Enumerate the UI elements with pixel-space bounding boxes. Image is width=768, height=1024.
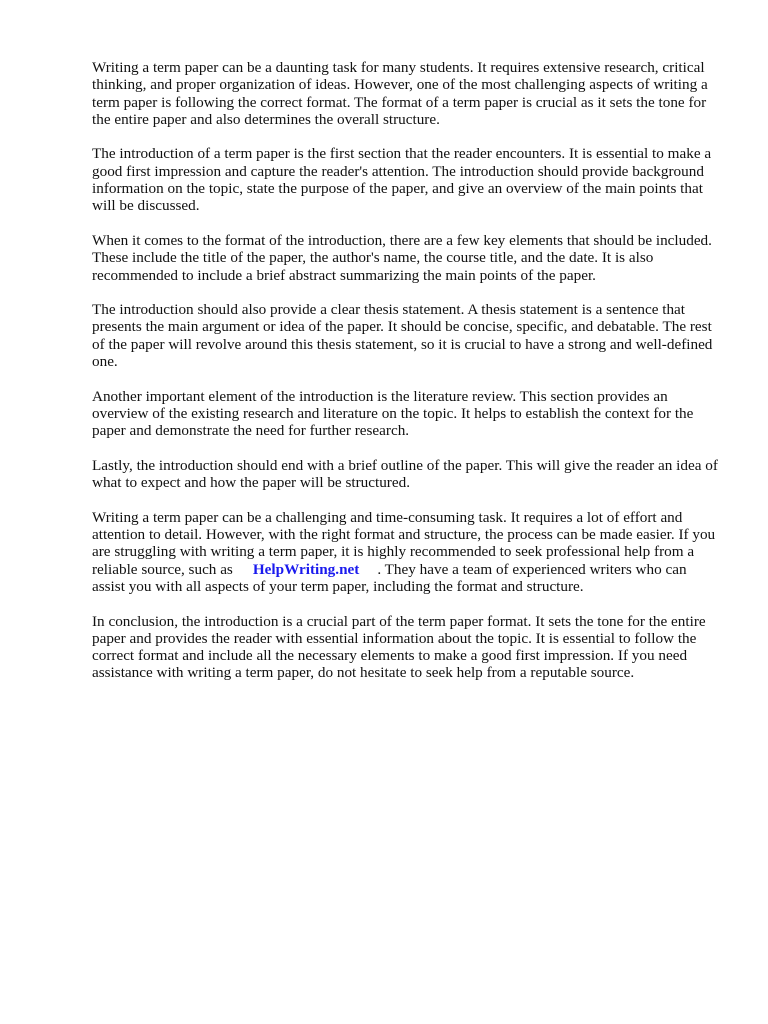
paragraph-help-recommendation <box>92 509 720 595</box>
help-text-before-link: Writing a term paper can be a challenging and time-consuming task. It requires a lot of effort and attention to detail. However, with the right format and structure, the process can be made easier. If you are struggling with writing a term paper, it is highly recommended to seek professional help from a reliable source, such as <box>92 508 716 578</box>
paragraph-outline: Lastly, the introduction should end with a brief outline of the paper. This will give the reader an idea of what to expect and how the paper will be structured. <box>92 456 718 492</box>
paragraph-conclusion: In conclusion, the introduction is a crucial part of the term paper format. It sets the tone for the entire paper and provides the reader with essential information about the topic. It is essential to follow the correct format and include all the necessary elements to make a good first impression. If you need assistance with writing a term paper, do not hesitate to seek help from a reputable source. <box>92 612 706 682</box>
help-text-after-link: . They have a team of experienced writers who can assist you with all aspects of your term paper, including the format and structure. <box>92 560 687 595</box>
helpwriting-link[interactable]: HelpWriting.net <box>252 560 360 578</box>
paragraph-format-elements: When it comes to the format of the introduction, there are a few key elements that should be included. These include the title of the paper, the author's name, the course title, and the date. It is also recommended to include a brief abstract summarizing the main points of the paper. <box>92 231 712 284</box>
paragraph-introduction-section: The introduction of a term paper is the first section that the reader encounters. It is essential to make a good first impression and capture the reader's attention. The introduction should provide background information on the topic, state the purpose of the paper, and give an overview of the main points that will be discussed. <box>92 145 712 215</box>
paragraph-intro: Writing a term paper can be a daunting task for many students. It requires extensive research, critical thinking, and proper organization of ideas. However, one of the most challenging aspects of writing a term paper is following the correct format. The format of a term paper is crucial as it sets the tone for the entire paper and also determines the overall structure. <box>92 59 708 128</box>
paragraph-thesis-statement: The introduction should also provide a clear thesis statement. A thesis statement is a sentence that presents the main argument or idea of the paper. It should be concise, specific, and debatable. The rest of the paper will revolve around this thesis statement, so it is crucial to have a strong and well-defined one. <box>92 301 713 371</box>
paragraph-literature-review: Another important element of the introduction is the literature review. This section provides an overview of the existing research and literature on the topic. It helps to establish the context for the paper and demonstrate the need for further research. <box>92 387 694 440</box>
document-body <box>92 59 720 699</box>
